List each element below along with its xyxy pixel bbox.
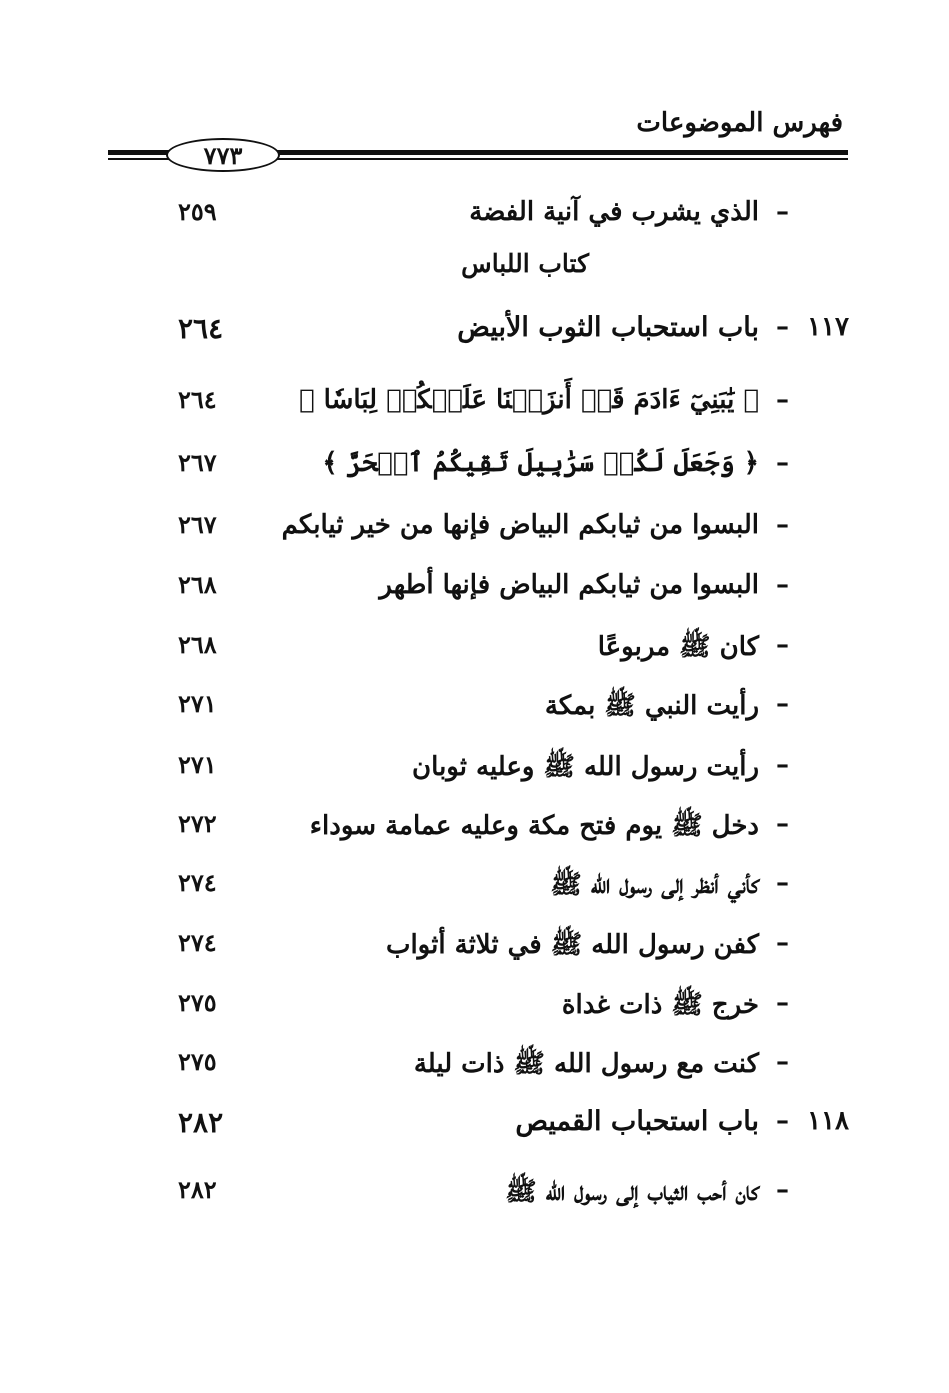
entry-title: رأيت النبي ﷺ بمكة [544, 691, 759, 721]
entry-dash: – [776, 570, 789, 600]
toc-entry [0, 750, 949, 790]
entry-page: ٢٦٤ [178, 312, 224, 345]
entry-title: خرج ﷺ ذات غداة [561, 990, 759, 1020]
entry-title: كفن رسول الله ﷺ في ثلاثة أثواب [385, 930, 759, 960]
entry-dash: – [776, 510, 789, 540]
entry-dash: – [776, 448, 789, 478]
header-rule [108, 140, 848, 170]
toc-entry [0, 510, 949, 550]
toc-chapter [0, 312, 949, 352]
toc-entry [0, 1175, 949, 1215]
entry-page: ٢٧٥ [178, 1047, 217, 1076]
entry-page: ٢٦٤ [178, 385, 217, 414]
entry-dash: – [776, 928, 789, 958]
entry-dash: – [776, 988, 789, 1018]
toc-entry [0, 448, 949, 488]
entry-title: البسوا من ثيابكم البياض فإنها أطهر [379, 570, 759, 600]
entry-page: ٢٦٨ [178, 570, 217, 599]
chapter-title: باب استحباب الثوب الأبيض [457, 312, 759, 343]
entry-dash: – [776, 385, 789, 415]
toc-entry [0, 570, 949, 610]
toc-entry [0, 988, 949, 1028]
toc-entry [0, 868, 949, 908]
entry-dash: – [776, 197, 789, 227]
entry-dash: – [776, 1106, 789, 1136]
entry-page: ٢٦٨ [178, 630, 217, 659]
toc-section-heading [0, 249, 949, 289]
entry-dash: – [776, 809, 789, 839]
toc-chapter [0, 1106, 949, 1146]
chapter-number: ١١٨ [807, 1106, 849, 1136]
toc-entry [0, 809, 949, 849]
section-title: كتاب اللباس [461, 249, 589, 278]
entry-page: ٢٨٢ [178, 1175, 217, 1204]
entry-page: ٢٧٢ [178, 809, 217, 838]
toc-entry [0, 197, 949, 237]
entry-title: الذي يشرب في آنية الفضة [469, 197, 759, 227]
toc-entry [0, 385, 949, 425]
entry-page: ٢٧٥ [178, 988, 217, 1017]
entry-dash: – [776, 689, 789, 719]
toc-entry [0, 630, 949, 670]
toc-entry [0, 689, 949, 729]
entry-title: ﴿ يَٰبَنِيٓ ءَادَمَ قَدۡ أَنزَلۡنَا عَلَيۡكُمۡ لِبَاسٗا ﴾ [299, 385, 759, 415]
entry-page: ٢٧١ [178, 689, 217, 718]
entry-title: ﴿ وَجَعَلَ لَكُمۡ سَرَٰبِيلَ تَقِيكُمُ ٱلۡحَرَّ ﴾ [322, 448, 759, 478]
entry-title: البسوا من ثيابكم البياض فإنها من خير ثيابكم [281, 510, 759, 540]
entry-page: ٢٦٧ [178, 448, 217, 477]
entry-title: دخل ﷺ يوم فتح مكة وعليه عمامة سوداء [309, 811, 759, 841]
toc-entry [0, 928, 949, 968]
entry-title: كان أحب الثياب إلى رسول الله ﷺ [505, 1177, 759, 1207]
entry-page: ٢٧١ [178, 750, 217, 779]
entry-dash: – [776, 1175, 789, 1205]
entry-page: ٢٦٧ [178, 510, 217, 539]
entry-dash: – [776, 1047, 789, 1077]
entry-dash: – [776, 750, 789, 780]
entry-page: ٢٨٢ [178, 1106, 224, 1139]
entry-dash: – [776, 630, 789, 660]
entry-page: ٢٧٤ [178, 868, 217, 897]
entry-title: كأني أنظر إلى رسول الله ﷺ [550, 870, 759, 900]
entry-title: كان ﷺ مربوعًا [597, 632, 759, 662]
entry-dash: – [776, 312, 789, 342]
chapter-title: باب استحباب القميص [515, 1106, 759, 1137]
entry-page: ٢٥٩ [178, 197, 217, 226]
page-number-badge: ٧٧٣ [166, 138, 280, 172]
chapter-number: ١١٧ [807, 312, 849, 342]
entry-dash: – [776, 868, 789, 898]
entry-title: رأيت رسول الله ﷺ وعليه ثوبان [412, 752, 759, 782]
entry-title: كنت مع رسول الله ﷺ ذات ليلة [413, 1049, 759, 1079]
entry-page: ٢٧٤ [178, 928, 217, 957]
running-head-title: فهرس الموضوعات [636, 108, 843, 138]
toc-entry [0, 1047, 949, 1087]
